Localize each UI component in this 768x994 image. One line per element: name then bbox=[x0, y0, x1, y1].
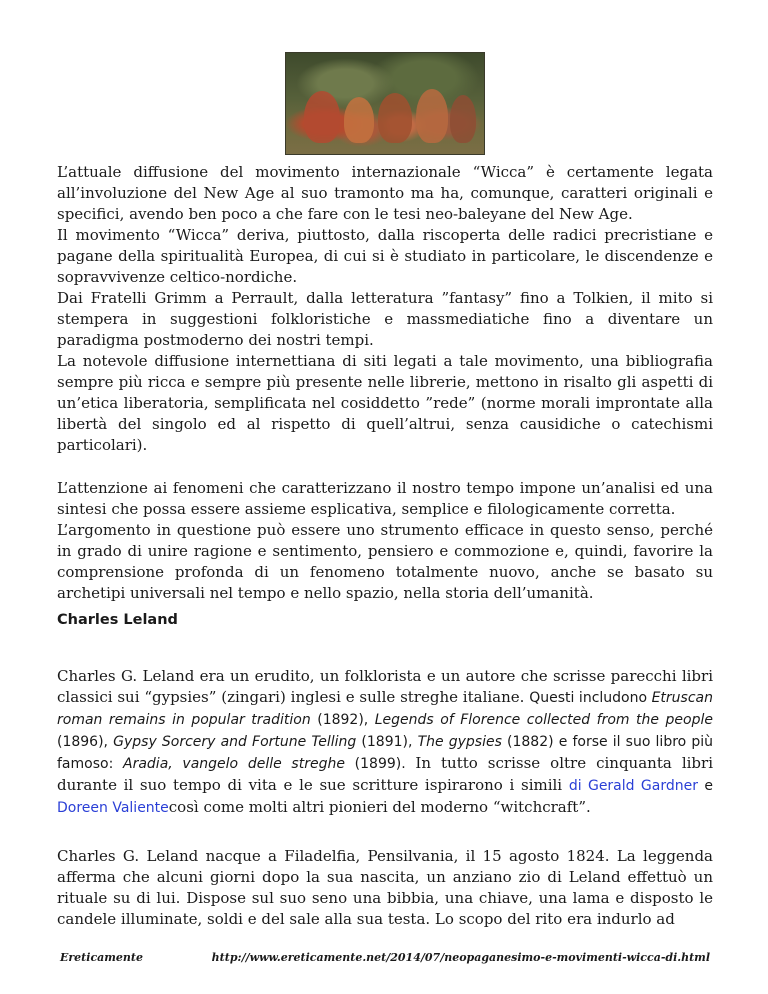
book-title: Legends of Florence collected from the people bbox=[374, 712, 713, 728]
text: (1891), bbox=[356, 734, 418, 750]
text: e bbox=[697, 778, 713, 794]
text: L’attenzione ai fenomeni che caratterizzano il nostro tempo impone un’analisi ed una sintesi che possa essere assieme esplicativa, semplice e filologicamente corretta. bbox=[57, 479, 713, 518]
text: (1882) e forse il suo libro più famoso: bbox=[57, 734, 714, 772]
text: Charles G. Leland era un erudito, un folklorista e un autore che scrisse parecchi libri classici sui “gypsies” (zingari) inglesi e sulle streghe italiane. bbox=[57, 667, 713, 706]
text: Questi includono bbox=[529, 690, 652, 706]
text: L’attuale diffusione del movimento internazionale “Wicca” è certamente legata all’involuzione del New Age al suo tramonto ma ha, comunque, caratteri originali e specifici, avendo ben poco a che fare con le tesi neo-baleyane del New Age. bbox=[57, 163, 713, 223]
book-title: Aradia, vangelo delle streghe bbox=[123, 756, 345, 772]
text: così come molti altri pionieri del moderno “witchcraft”. bbox=[168, 798, 591, 816]
text: (1899). bbox=[344, 756, 416, 772]
text: Dai Fratelli Grimm a Perrault, dalla letteratura ”fantasy” fino a Tolkien, il mito si stempera in suggestioni folkloristiche e massmediatiche fino a diventare un paradigma postmoderno dei nostri tempi. bbox=[57, 289, 713, 349]
book-title: The gypsies bbox=[417, 734, 502, 750]
painting-image bbox=[285, 52, 485, 155]
footer-url: http://www.ereticamente.net/2014/07/neopaganesimo-e-movimenti-wicca-di.html bbox=[211, 951, 710, 964]
gerald-gardner-link[interactable]: di Gerald Gardner bbox=[568, 778, 698, 794]
text: Il movimento “Wicca” deriva, piuttosto, dalla riscoperta delle radici precristiane e pagane della spiritualità Europea, di cui si è studiato in particolare, le discendenze e sopravvivenze celtico-nordiche. bbox=[57, 226, 713, 286]
analysis-paragraph bbox=[57, 478, 713, 604]
page-footer bbox=[60, 951, 710, 967]
text: In tutto scrisse oltre cinquanta libri durante il suo tempo di vita e le sue scritture ispirarono i simili bbox=[57, 754, 713, 794]
text: L’argomento in questione può essere uno strumento efficace in questo senso, perché in grado di unire ragione e sentimento, pensiero e commozione e, quindi, favorire la comprensione profonda di un fenomeno totalmente nuovo, anche se basato su archetipi universali nel tempo e nello spazio, nella storia dell’umanità. bbox=[57, 521, 713, 602]
book-title: Gypsy Sorcery and Fortune Telling bbox=[113, 734, 357, 750]
section-heading: Charles Leland bbox=[57, 612, 178, 628]
text: La notevole diffusione internettiana di siti legati a tale movimento, una bibliografia sempre più ricca e sempre più presente nelle librerie, mettono in risalto gli aspetti di un’etica liberatoria, semplificata nel cosiddetto ”rede” (norme morali improntate alla libertà del singolo ed al rispetto di quell’altrui, senza causidiche o catechismi particolari). bbox=[57, 352, 713, 454]
text: Charles G. Leland nacque a Filadelfia, Pensilvania, il 15 agosto 1824. La leggenda afferma che alcuni giorni dopo la sua nascita, un anziano zio di Leland effettuò un rituale su di lui. Dispose sul suo seno una bibbia, una chiave, una lama e disposto le candele illuminate, soldi e del sale alla sua testa. Lo scopo del rito era indurlo ad bbox=[57, 847, 713, 928]
book-title: Etruscan roman remains in popular tradition bbox=[57, 690, 713, 728]
leland-paragraph bbox=[57, 666, 713, 819]
footer-site: Ereticamente bbox=[60, 951, 143, 964]
birth-paragraph bbox=[57, 846, 713, 930]
text: (1892), bbox=[310, 712, 375, 728]
intro-paragraph bbox=[57, 162, 713, 456]
doreen-valiente-link[interactable]: Doreen Valiente bbox=[57, 800, 169, 816]
text: (1896), bbox=[57, 734, 114, 750]
